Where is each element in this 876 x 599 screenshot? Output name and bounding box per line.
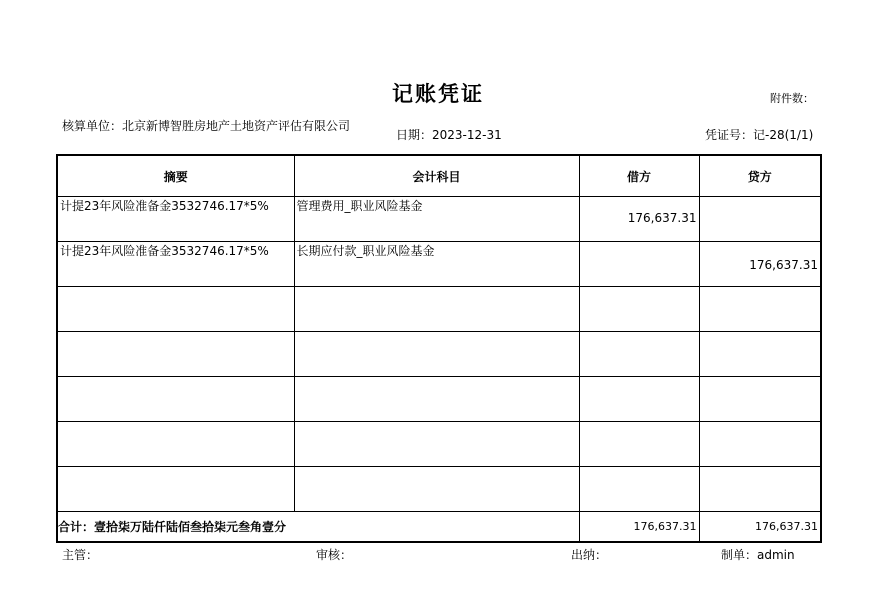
footer-preparer: 制单：admin [721,548,795,562]
debit-amount: 176,637.31 [627,211,697,225]
credit-amount [700,422,821,438]
account-text [295,377,579,381]
table-row [57,332,821,377]
accounting-unit: 核算单位：北京新博智胜房地产土地资产评估有限公司 [62,119,351,133]
column-header-summary: 摘要 [57,155,294,197]
debit-amount [580,467,699,481]
footer-auditor: 审核： [316,548,353,562]
summary-text: 计提23年风险准备金3532746.17*5% [60,244,269,258]
debit-cell [579,242,699,287]
debit-amount [580,242,699,256]
account-cell [294,332,579,377]
credit-amount [700,377,821,393]
column-header-account: 会计科目 [294,155,579,197]
table-row [57,377,821,422]
table-row [57,242,821,287]
total-row [57,512,821,543]
debit-cell [579,377,699,422]
table-row [57,422,821,467]
debit-amount [580,377,699,391]
credit-amount [700,197,821,213]
footer-supervisor: 主管： [62,548,99,562]
summary-cell [57,377,294,422]
account-cell [294,377,579,422]
total-credit: 176,637.31 [699,512,821,543]
summary-cell [57,422,294,467]
summary-text [58,467,294,471]
summary-text [58,332,294,336]
summary-cell [57,332,294,377]
summary-text [58,287,294,291]
voucher-table [56,154,822,543]
table-row [57,287,821,332]
credit-cell [699,242,821,287]
voucher-number: 凭证号：记-28(1/1) [705,128,814,142]
total-label: 合计：壹拾柒万陆仟陆佰叁拾柒元叁角壹分 [57,512,579,543]
attachments-label: 附件数： [770,92,814,105]
column-header-debit: 借方 [579,155,699,197]
debit-cell [579,422,699,467]
debit-amount [580,422,699,436]
credit-cell [699,287,821,332]
debit-amount [580,332,699,346]
account-text [295,287,579,291]
column-header-credit: 贷方 [699,155,821,197]
credit-amount [700,332,821,348]
credit-cell [699,332,821,377]
summary-cell [57,197,294,242]
account-text [295,332,579,336]
debit-amount [580,287,699,301]
account-cell [294,242,579,287]
debit-cell [579,467,699,512]
total-debit: 176,637.31 [579,512,699,543]
credit-cell [699,467,821,512]
summary-cell [57,242,294,287]
summary-cell [57,467,294,512]
credit-amount: 176,637.31 [749,258,818,272]
account-text [295,467,579,471]
debit-cell [579,287,699,332]
account-cell [294,422,579,467]
summary-text [58,377,294,381]
credit-cell [699,422,821,467]
credit-cell [699,197,821,242]
credit-amount [700,287,821,303]
credit-amount [700,467,821,483]
summary-text: 计提23年风险准备金3532746.17*5% [60,199,269,213]
account-text [295,422,579,426]
summary-cell [57,287,294,332]
account-cell [294,467,579,512]
footer-cashier: 出纳： [571,548,608,562]
account-text: 长期应付款_职业风险基金 [296,244,435,258]
table-row [57,467,821,512]
table-row [57,197,821,242]
account-cell [294,197,579,242]
debit-cell [579,332,699,377]
debit-cell [579,197,699,242]
credit-cell [699,377,821,422]
summary-text [58,422,294,426]
account-text: 管理费用_职业风险基金 [296,199,423,213]
table-header-row [57,155,821,197]
voucher-date: 日期：2023-12-31 [396,128,502,142]
voucher-title: 记账凭证 [392,82,484,106]
account-cell [294,287,579,332]
